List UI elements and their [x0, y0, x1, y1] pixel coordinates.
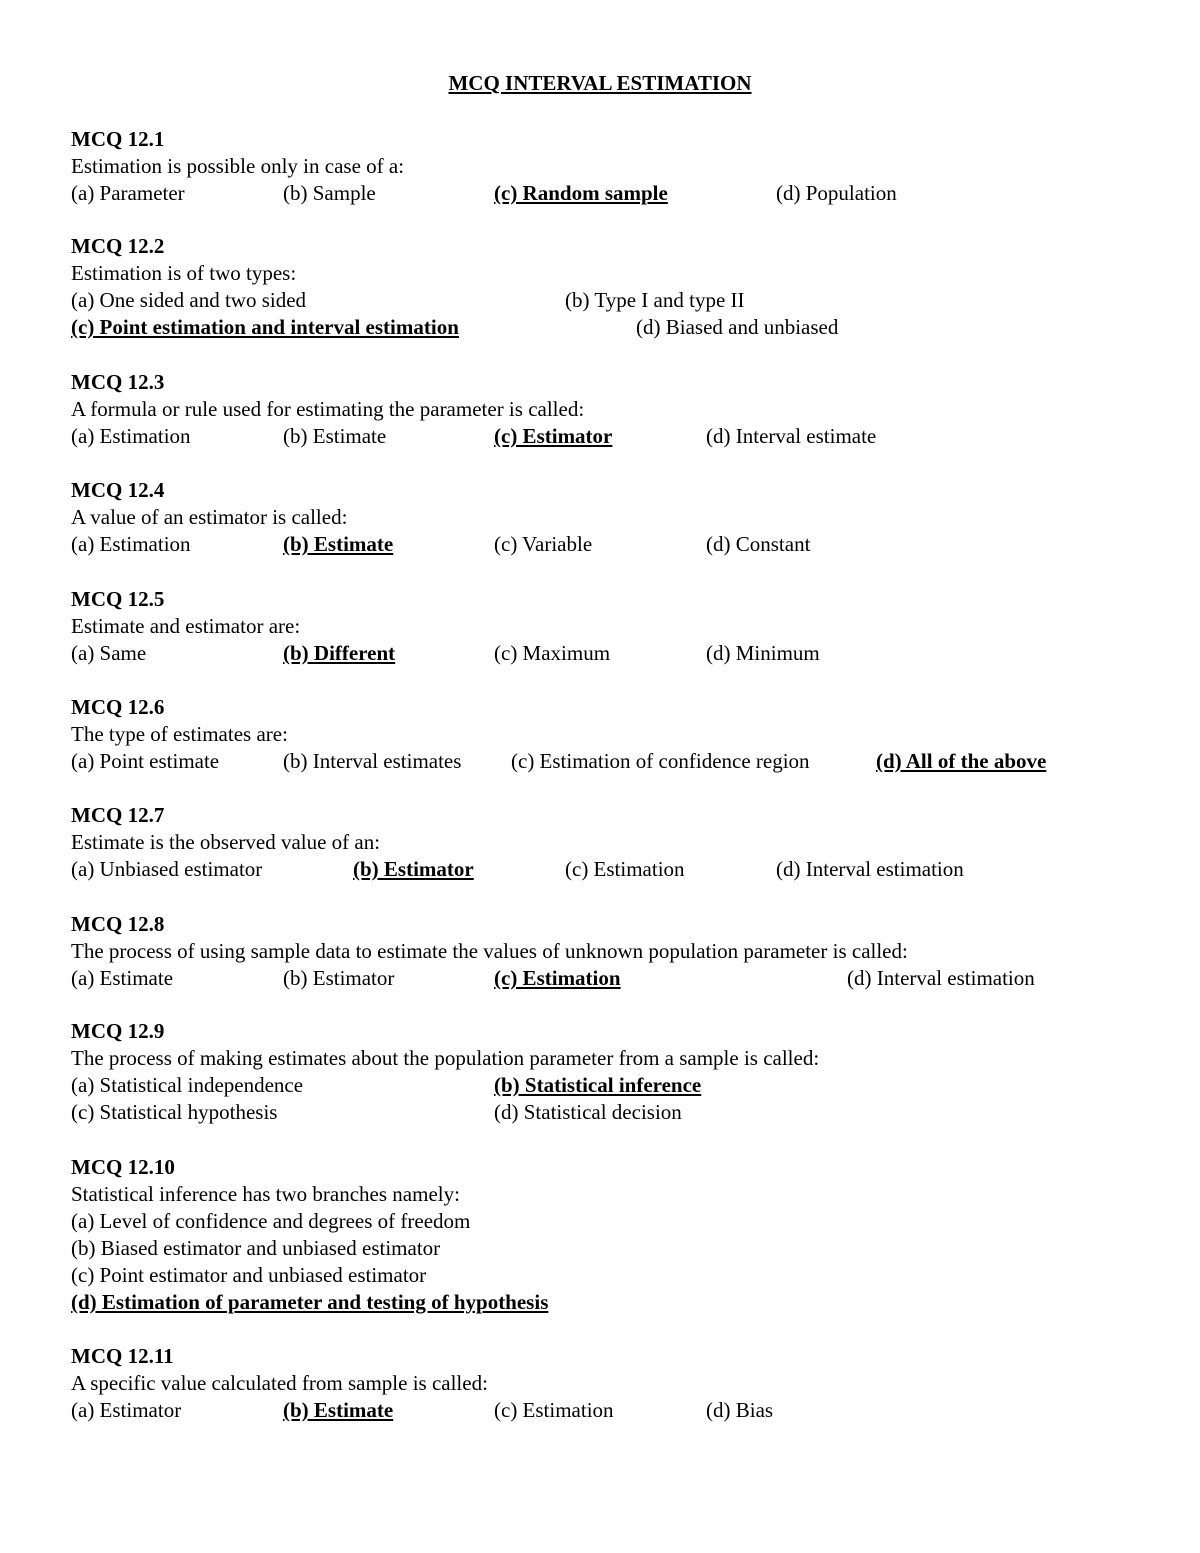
question-number: MCQ 12.8 — [71, 912, 165, 936]
options-row — [71, 856, 1151, 883]
option-b-answer: (b) Estimator — [353, 857, 474, 881]
question-number: MCQ 12.9 — [71, 1019, 165, 1043]
question-text: The process of using sample data to estimate the values of unknown population parameter is called: — [71, 939, 908, 963]
option-b-answer: (b) Statistical inference — [494, 1073, 702, 1097]
question-number: MCQ 12.2 — [71, 234, 165, 258]
option-d: (d) Constant — [706, 532, 811, 556]
question-block — [71, 477, 1151, 558]
option-b-answer: (b) Estimate — [283, 532, 394, 556]
option-a: (a) One sided and two sided — [71, 288, 307, 312]
question-text: A specific value calculated from sample is called: — [71, 1371, 488, 1395]
question-text: Statistical inference has two branches namely: — [71, 1182, 460, 1206]
option-b: (b) Estimator — [283, 966, 395, 990]
option-d-answer: (d) Estimation of parameter and testing of hypothesis — [71, 1290, 549, 1314]
question-text: Estimate and estimator are: — [71, 614, 301, 638]
question-block — [71, 126, 1151, 207]
options-row — [71, 1099, 1151, 1126]
option-d: (d) Statistical decision — [494, 1100, 682, 1124]
option-c-answer: (c) Point estimation and interval estimation — [71, 315, 459, 339]
option-d: (d) Interval estimation — [776, 857, 964, 881]
option-b: (b) Interval estimates — [283, 749, 462, 773]
question-block — [71, 369, 1151, 450]
options-row — [71, 180, 1151, 207]
question-number: MCQ 12.4 — [71, 478, 165, 502]
question-block — [71, 911, 1151, 992]
option-d: (d) Biased and unbiased — [636, 315, 839, 339]
question-block — [71, 694, 1151, 775]
question-number: MCQ 12.6 — [71, 695, 165, 719]
question-block — [71, 1018, 1151, 1126]
document-title: MCQ INTERVAL ESTIMATION — [448, 71, 752, 95]
option-c: (c) Variable — [494, 532, 593, 556]
question-text: A formula or rule used for estimating the parameter is called: — [71, 397, 585, 421]
options-row — [71, 748, 1151, 775]
option-a: (a) Level of confidence and degrees of freedom — [71, 1209, 471, 1233]
option-d: (d) Population — [776, 181, 897, 205]
option-a: (a) Estimation — [71, 424, 191, 448]
options-row — [71, 965, 1151, 992]
options-row — [71, 287, 1151, 314]
options-row — [71, 1397, 1151, 1424]
option-c: (c) Statistical hypothesis — [71, 1100, 278, 1124]
question-text: The type of estimates are: — [71, 722, 288, 746]
option-c: (c) Estimation — [494, 1398, 614, 1422]
question-text: A value of an estimator is called: — [71, 505, 348, 529]
option-a: (a) Parameter — [71, 181, 185, 205]
option-c: (c) Estimation of confidence region — [511, 749, 810, 773]
option-d: (d) Minimum — [706, 641, 820, 665]
question-number: MCQ 12.7 — [71, 803, 165, 827]
options-row — [71, 640, 1151, 667]
option-b: (b) Estimate — [283, 424, 387, 448]
option-c: (c) Point estimator and unbiased estimator — [71, 1263, 427, 1287]
question-number: MCQ 12.11 — [71, 1344, 174, 1368]
option-b: (b) Sample — [283, 181, 376, 205]
question-block — [71, 1154, 1151, 1316]
option-c: (c) Estimation — [565, 857, 685, 881]
option-a: (a) Estimate — [71, 966, 174, 990]
option-a: (a) Statistical independence — [71, 1073, 304, 1097]
option-a: (a) Estimation — [71, 532, 191, 556]
options-row — [71, 1072, 1151, 1099]
question-text: Estimate is the observed value of an: — [71, 830, 381, 854]
option-a: (a) Point estimate — [71, 749, 220, 773]
option-a: (a) Estimator — [71, 1398, 182, 1422]
option-c-answer: (c) Random sample — [494, 181, 668, 205]
option-d-answer: (d) All of the above — [876, 749, 1047, 773]
options-row — [71, 314, 1151, 341]
option-d: (d) Interval estimate — [706, 424, 877, 448]
question-block — [71, 802, 1151, 883]
option-a: (a) Unbiased estimator — [71, 857, 263, 881]
question-block — [71, 1343, 1151, 1424]
question-block — [71, 586, 1151, 667]
options-row — [71, 423, 1151, 450]
option-d: (d) Interval estimation — [847, 966, 1035, 990]
options-row — [71, 531, 1151, 558]
question-number: MCQ 12.1 — [71, 127, 165, 151]
question-text: Estimation is of two types: — [71, 261, 297, 285]
question-number: MCQ 12.5 — [71, 587, 165, 611]
option-b-answer: (b) Different — [283, 641, 396, 665]
option-d: (d) Bias — [706, 1398, 774, 1422]
option-b: (b) Type I and type II — [565, 288, 745, 312]
question-number: MCQ 12.10 — [71, 1155, 175, 1179]
option-c: (c) Maximum — [494, 641, 611, 665]
option-c-answer: (c) Estimation — [494, 966, 621, 990]
question-text: Estimation is possible only in case of a: — [71, 154, 405, 178]
option-a: (a) Same — [71, 641, 147, 665]
option-b-answer: (b) Estimate — [283, 1398, 394, 1422]
question-number: MCQ 12.3 — [71, 370, 165, 394]
question-block — [71, 233, 1151, 341]
question-text: The process of making estimates about the population parameter from a sample is called: — [71, 1046, 820, 1070]
option-c-answer: (c) Estimator — [494, 424, 613, 448]
option-b: (b) Biased estimator and unbiased estimator — [71, 1236, 441, 1260]
